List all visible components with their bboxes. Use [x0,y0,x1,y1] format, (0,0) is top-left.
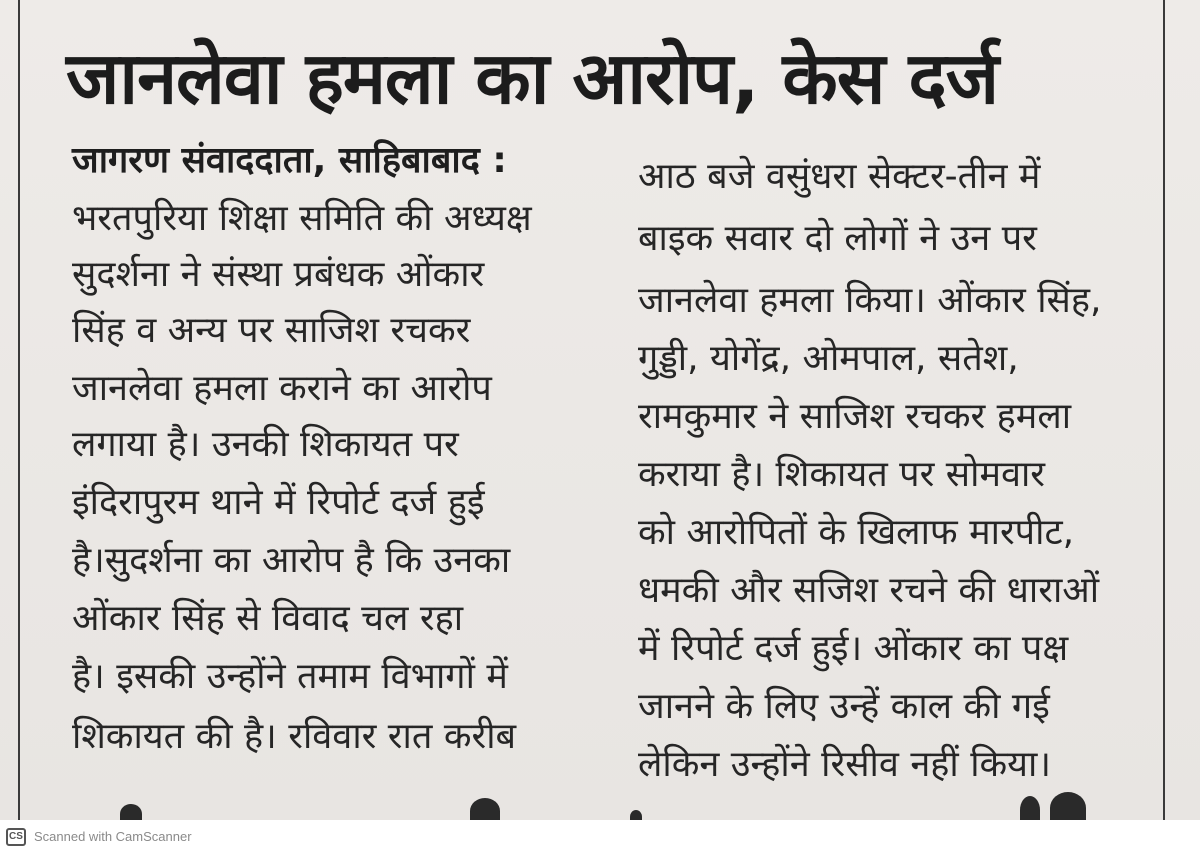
headline: जानलेवा हमला का आरोप, केस दर्ज [66,36,999,120]
right-column-rule [1163,0,1165,820]
right-line-8: धमकी और सजिश रचने की धाराओं [638,570,1100,611]
right-line-5: रामकुमार ने साजिश रचकर हमला [638,396,1072,437]
byline: जागरण संवाददाता, साहिबाबाद : [72,140,507,181]
left-line-9: है। इसकी उन्होंने तमाम विभागों में [72,656,508,697]
camscanner-logo-icon: CS [6,828,26,846]
left-line-4: जानलेवा हमला कराने का आरोप [72,368,492,409]
right-line-9: में रिपोर्ट दर्ज हुई। ओंकार का पक्ष [638,628,1069,669]
right-line-1: आठ बजे वसुंधरा सेक्टर-तीन में [638,156,1041,197]
right-line-3: जानलेवा हमला किया। ओंकार सिंह, [638,280,1102,321]
right-line-7: को आरोपितों के खिलाफ मारपीट, [638,512,1075,553]
right-line-4: गुड्डी, योगेंद्र, ओमपाल, सतेश, [638,338,1019,379]
right-line-10: जानने के लिए उन्हें काल की गई [638,686,1050,727]
cropped-glyph [1020,796,1040,820]
left-line-8: ओंकार सिंह से विवाद चल रहा [72,598,464,639]
right-line-2: बाइक सवार दो लोगों ने उन पर [638,218,1037,259]
cropped-glyph [1050,792,1086,820]
left-column-rule [18,0,20,820]
left-line-1: भरतपुरिया शिक्षा समिति की अध्यक्ष [72,198,532,239]
left-line-10: शिकायत की है। रविवार रात करीब [72,716,517,757]
cropped-glyph [630,810,642,820]
left-line-2: सुदर्शना ने संस्था प्रबंधक ओंकार [72,254,485,295]
left-line-3: सिंह व अन्य पर साजिश रचकर [72,310,471,351]
right-line-11: लेकिन उन्होंने रिसीव नहीं किया। [638,744,1052,785]
scanner-footer [0,820,1200,855]
left-line-5: लगाया है। उनकी शिकायत पर [72,424,459,465]
left-line-7: है।सुदर्शना का आरोप है कि उनका [72,540,511,581]
cropped-glyph [470,798,500,820]
right-line-6: कराया है। शिकायत पर सोमवार [638,454,1046,495]
cropped-glyph [120,804,142,820]
cropped-next-headline [110,790,1110,820]
scanned-with-label: Scanned with CamScanner [34,829,192,844]
left-line-6: इंदिरापुरम थाने में रिपोर्ट दर्ज हुई [72,482,485,523]
